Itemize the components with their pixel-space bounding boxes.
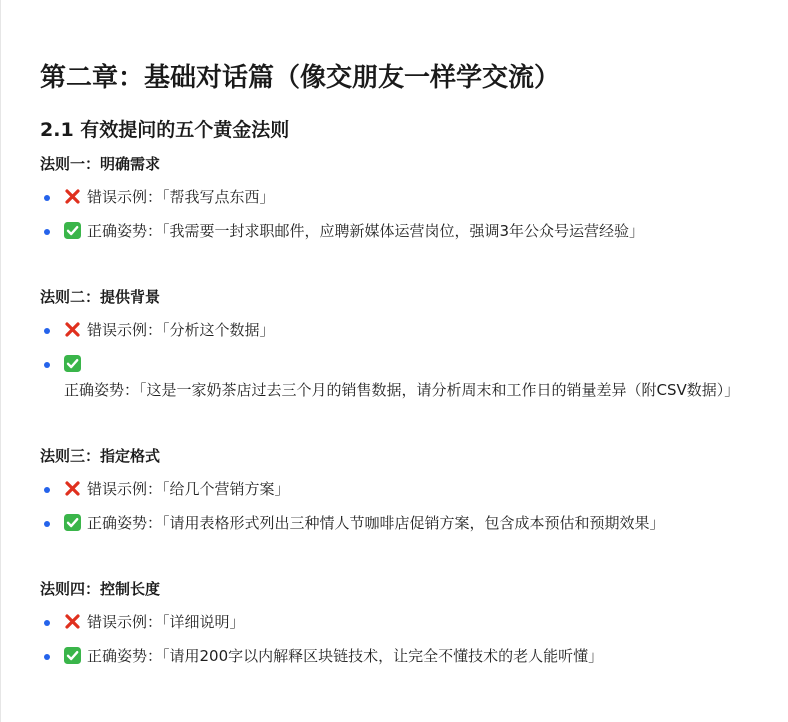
bullet-dot	[44, 229, 50, 235]
list-item-right-example	[40, 218, 760, 244]
cross-mark-icon	[64, 613, 81, 630]
section-title: 2.1 有效提问的五个黄金法则	[40, 119, 290, 141]
rule-list	[40, 476, 760, 536]
rule-section-3	[40, 445, 760, 536]
list-item-wrong-example	[40, 184, 760, 210]
list-item-right-example	[40, 643, 760, 669]
check-mark-button-icon	[64, 355, 81, 372]
list-item-right-example	[40, 351, 760, 403]
check-mark-button-icon	[64, 647, 81, 664]
check-mark-button-icon	[64, 222, 81, 239]
bullet-dot	[44, 654, 50, 660]
document-body	[40, 58, 760, 669]
rule-title: 法则二：提供背景	[40, 288, 161, 306]
page-left-border	[0, 0, 1, 722]
wrong-example-text: 错误示例：「分析这个数据」	[87, 321, 275, 339]
wrong-example-text: 错误示例：「给几个营销方案」	[87, 480, 290, 498]
rule-title: 法则三：指定格式	[40, 447, 161, 465]
check-mark-button-icon	[64, 514, 81, 531]
rule-list	[40, 609, 760, 669]
bullet-dot	[44, 521, 50, 527]
rule-list	[40, 317, 760, 403]
rule-section-1	[40, 153, 760, 244]
right-example-text: 正确姿势：「请用200字以内解释区块链技术，让完全不懂技术的老人能听懂」	[87, 647, 604, 665]
chapter-title: 第二章：基础对话篇（像交朋友一样学交流）	[40, 63, 561, 93]
cross-mark-icon	[64, 188, 81, 205]
wrong-example-text: 错误示例：「详细说明」	[87, 613, 245, 631]
bullet-dot	[44, 620, 50, 626]
bullet-dot	[44, 328, 50, 334]
bullet-dot	[44, 487, 50, 493]
cross-mark-icon	[64, 321, 81, 338]
cross-mark-icon	[64, 480, 81, 497]
list-item-right-example	[40, 510, 760, 536]
rule-section-4	[40, 578, 760, 669]
rule-list	[40, 184, 760, 244]
bullet-dot	[44, 195, 50, 201]
wrong-example-text: 错误示例：「帮我写点东西」	[87, 188, 275, 206]
rule-title: 法则一：明确需求	[40, 155, 161, 173]
list-item-wrong-example	[40, 609, 760, 635]
list-item-wrong-example	[40, 476, 760, 502]
right-example-text: 正确姿势：「这是一家奶茶店过去三个月的销售数据，请分析周末和工作日的销量差异（附CSV数据）」	[64, 381, 740, 399]
list-item-wrong-example	[40, 317, 760, 343]
rule-section-2	[40, 286, 760, 403]
right-example-text: 正确姿势：「我需要一封求职邮件，应聘新媒体运营岗位，强调3年公众号运营经验」	[87, 222, 645, 240]
rule-title: 法则四：控制长度	[40, 580, 161, 598]
right-example-text: 正确姿势：「请用表格形式列出三种情人节咖啡店促销方案，包含成本预估和预期效果」	[87, 514, 665, 532]
bullet-dot	[44, 362, 50, 368]
